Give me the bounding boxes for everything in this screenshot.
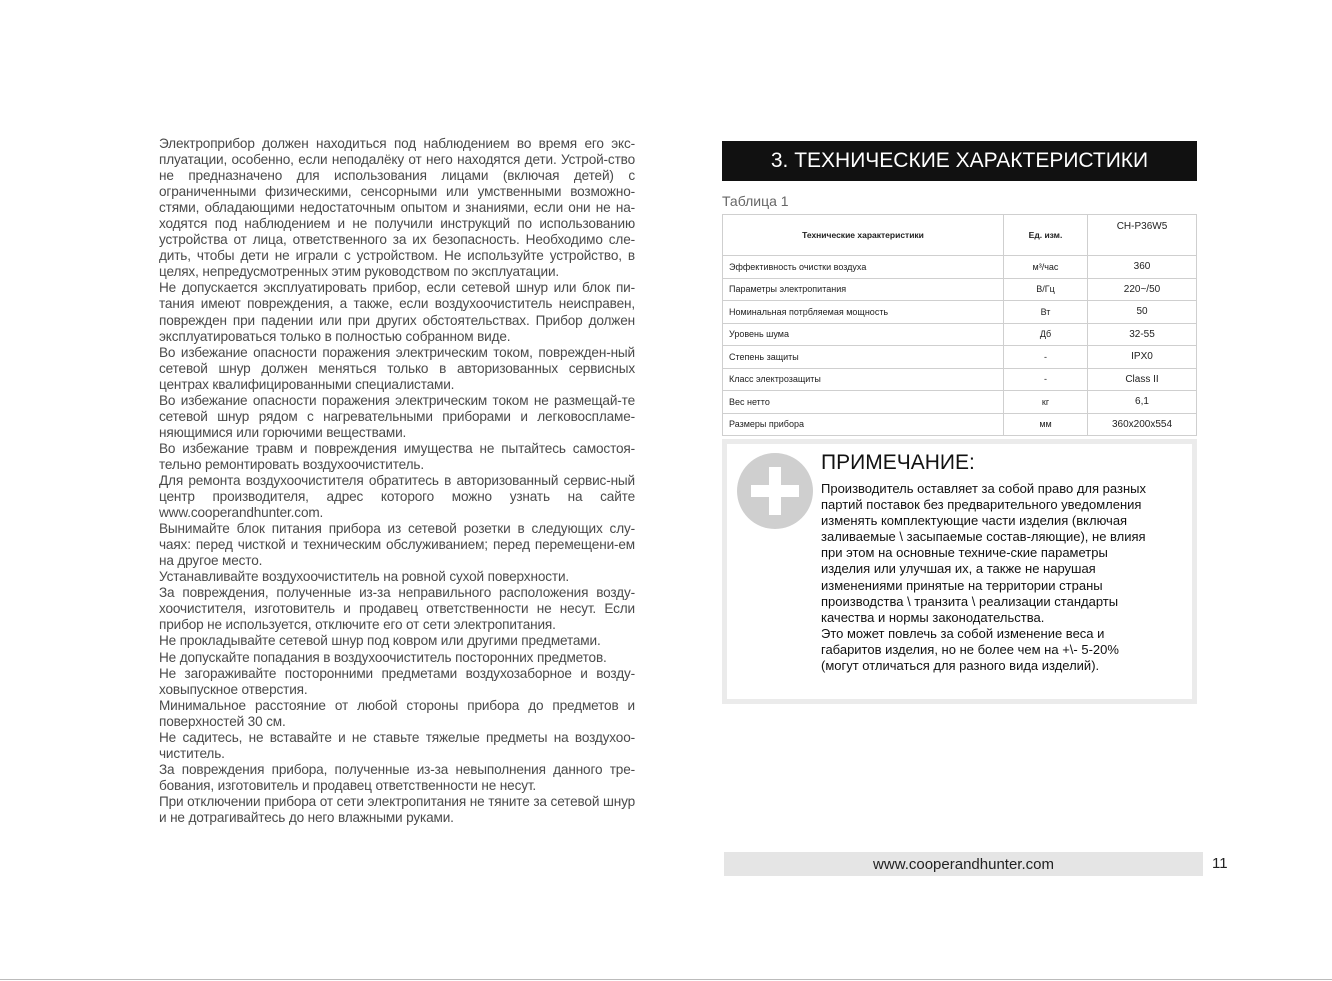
note-paragraph: Это может повлечь за собой изменение веса и габаритов изделия, но не более чем на +\- 5-20% (могут отличаться для разного вида изделий). [821,625,1119,674]
plus-icon [737,453,813,529]
section-title: 3. ТЕХНИЧЕСКИЕ ХАРАКТЕРИСТИКИ [722,141,1197,181]
table-row [723,368,1197,391]
paragraph: Во избежание травм и повреждения имущества не пытайтесь самостоя-тельно ремонтировать воздухоочиститель. [159,440,635,472]
cell-characteristic: Параметры электропитания [723,278,1004,301]
paragraph: Не допускается эксплуатировать прибор, если сетевой шнур или блок пи-тания имеют повреждения, а также, если воздухоочиститель неисправен, поврежден при падении или при других обстоятельствах. Прибор должен эксплуатироваться только в полностью собранном виде. [159,280,635,344]
cell-characteristic: Номинальная потрбляемая мощность [723,301,1004,324]
paragraph: За повреждения прибора, полученные из-за невыполнения данного тре-бования, изготовитель и продавец ответственности не несут. [159,761,635,793]
table-row [723,278,1197,301]
table-row [723,256,1197,279]
cell-unit: мм [1004,413,1088,436]
cell-characteristic: Размеры прибора [723,413,1004,436]
paragraph: Для ремонта воздухоочистителя обратитесь в авторизованный сервис-ный центр производителя, адрес которого можно узнать на сайте www.cooperandhunter.com. [159,472,635,521]
cell-unit: Дб [1004,323,1088,346]
cell-unit: В/Гц [1004,278,1088,301]
paragraph: Вынимайте блок питания прибора из сетевой розетки в следующих слу-чаях: перед чисткой и техническим обслуживанием; перед перемещени-ем на другое место. [159,521,635,569]
paragraph: Не загораживайте посторонними предметами воздухозаборное и возду-ховыпускное отверстия. [159,665,635,697]
specs-table [722,214,1197,436]
note-text [821,481,1151,674]
table-row [723,301,1197,324]
table-row [723,413,1197,436]
cell-characteristic: Эффективность очистки воздуха [723,256,1004,279]
paragraph: Минимальное расстояние от любой стороны прибора до предметов и поверхностей 30 см. [159,697,635,729]
paragraph: При отключении прибора от сети электропитания не тяните за сетевой шнур и не дотрагивайтесь до него влажными руками. [159,793,635,825]
table-row [723,391,1197,414]
cell-unit: - [1004,346,1088,369]
note-box [722,439,1197,704]
cell-value: 6,1 [1088,391,1197,414]
note-paragraph: Производитель оставляет за собой право для разных партий поставок без предварительного уведомления изменять комплектующие части изделия (включая заливаемые \ засыпаемые состав-ляющие), не влияя при этом на основные техниче-ские параметры изделия или улучшая их, а также не нарушая изменениями принятые на территории страны производства \ транзита \ реализации стандарты качества и нормы законодательства. [821,481,1146,625]
cell-value: 50 [1088,301,1197,324]
table-row [723,346,1197,369]
cell-unit: - [1004,368,1088,391]
cell-value: 360 [1088,256,1197,279]
table-row [723,323,1197,346]
cell-value: 360x200x554 [1088,413,1197,436]
table-caption: Таблица 1 [722,193,789,209]
cell-value: Class II [1088,368,1197,391]
cell-value: 32-55 [1088,323,1197,346]
cell-value: 220~/50 [1088,278,1197,301]
header-model: CH-P36W5 [1088,215,1197,256]
paragraph: Во избежание опасности поражения электрическим током, поврежден-ный сетевой шнур должен меняться только в авторизованных сервисных центрах квалифицированными специалистами. [159,344,635,392]
paragraph: Устанавливайте воздухоочиститель на ровной сухой поверхности. [159,569,570,585]
cell-characteristic: Вес нетто [723,391,1004,414]
cell-characteristic: Уровень шума [723,323,1004,346]
header-characteristic: Технические характеристики [723,215,1004,256]
footer-url: www.cooperandhunter.com [724,852,1203,876]
cell-unit: м³/час [1004,256,1088,279]
paragraph: Электроприбор должен находиться под наблюдением во время его экс-плуатации, особенно, если неподалёку от него находятся дети. Устрой-ство не предназначено для использования лицами (включая детей) с ограниченными физическими, сенсорными или умственными возможно-стями, обладающими недостаточным опытом и знаниями, если они не на-ходятся под наблюдением и не получили инструкций по использованию устройства от лица, ответственного за их безопасность. Необходимо сле-дить, чтобы дети не играли с устройством. Не используйте устройство, в целях, непредусмотренных этим руководством по эксплуатации. [159,136,635,280]
table-header-row [723,215,1197,256]
paragraph: Не допускайте попадания в воздухоочиститель посторонних предметов. [159,649,607,665]
cell-characteristic: Степень защиты [723,346,1004,369]
page-edge-line [0,979,1332,980]
note-title: ПРИМЕЧАНИЕ: [821,451,975,474]
note-inner [727,444,1192,699]
safety-instructions [159,136,635,826]
paragraph: За повреждения, полученные из-за неправильного расположения возду-хоочистителя, изготовитель и продавец ответственности не несут. Если прибор не используется, отключите его от сети электропитания. [159,585,635,633]
paragraph: Во избежание опасности поражения электрическим током не размещай-те сетевой шнур рядом с нагревательными приборами и легковоспламе-няющимися или горючими веществами. [159,392,635,440]
cell-characteristic: Класс электрозащиты [723,368,1004,391]
cell-unit: Вт [1004,301,1088,324]
cell-unit: кг [1004,391,1088,414]
page-number: 11 [1212,855,1228,872]
cell-value: IPX0 [1088,346,1197,369]
paragraph: Не прокладывайте сетевой шнур под ковром или другими предметами. [159,633,601,649]
paragraph: Не садитесь, не вставайте и не ставьте тяжелые предметы на воздухоо-чиститель. [159,729,635,761]
header-unit: Ед. изм. [1004,215,1088,256]
